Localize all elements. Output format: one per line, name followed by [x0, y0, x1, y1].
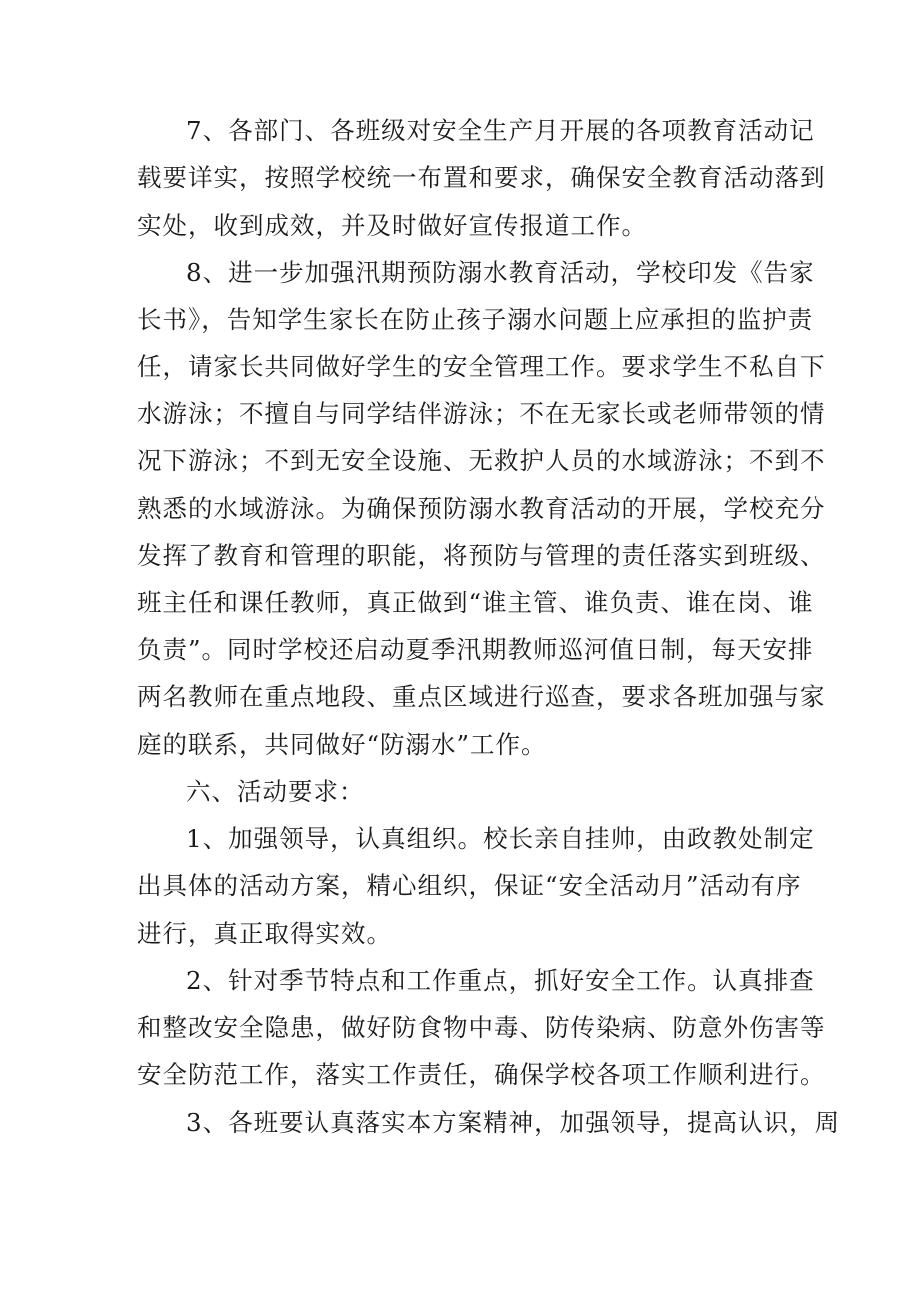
text-line: 况下游泳；不到无安全设施、无救护人员的水域游泳；不到不	[137, 446, 826, 475]
text-line: 熟悉的水域游泳。为确保预防溺水教育活动的开展，学校充分	[137, 494, 826, 523]
text-line: 载要详实，按照学校统一布置和要求，确保安全教育活动落到	[137, 163, 826, 192]
section-heading: 六、活动要求：	[186, 777, 365, 806]
text-line: 长书》，告知学生家长在防止孩子溺水问题上应承担的监护责	[137, 305, 814, 334]
text-line: 发挥了教育和管理的职能，将预防与管理的责任落实到班级、	[137, 541, 826, 570]
text-line: 进行，真正取得实效。	[137, 919, 392, 948]
text-line: 两名教师在重点地段、重点区域进行巡查，要求各班加强与家	[137, 682, 826, 711]
text-line: 3、各班要认真落实本方案精神，加强领导，提高认识，周	[186, 1108, 841, 1137]
text-line: 实处，收到成效，并及时做好宣传报道工作。	[137, 211, 647, 240]
text-line: 8、进一步加强汛期预防溺水教育活动，学校印发《告家	[186, 258, 815, 287]
text-line: 负责”。同时学校还启动夏季汛期教师巡河值日制，每天安排	[137, 635, 814, 664]
text-line: 1、加强领导，认真组织。校长亲自挂帅，由政教处制定	[186, 824, 815, 853]
text-line: 出具体的活动方案，精心组织，保证“安全活动月”活动有序	[137, 871, 802, 900]
text-line: 安全防范工作，落实工作责任，确保学校各项工作顺利进行。	[137, 1060, 826, 1089]
text-line: 水游泳；不擅自与同学结伴游泳；不在无家长或老师带领的情	[137, 399, 826, 428]
text-line: 任，请家长共同做好学生的安全管理工作。要求学生不私自下	[137, 352, 826, 381]
text-line: 7、各部门、各班级对安全生产月开展的各项教育活动记	[186, 116, 815, 145]
text-line: 和整改安全隐患，做好防食物中毒、防传染病、防意外伤害等	[137, 1013, 826, 1042]
text-line: 庭的联系，共同做好“防溺水”工作。	[137, 730, 547, 759]
text-line: 2、针对季节特点和工作重点，抓好安全工作。认真排查	[186, 966, 815, 995]
text-line: 班主任和课任教师，真正做到“谁主管、谁负责、谁在岗、谁	[137, 588, 814, 617]
